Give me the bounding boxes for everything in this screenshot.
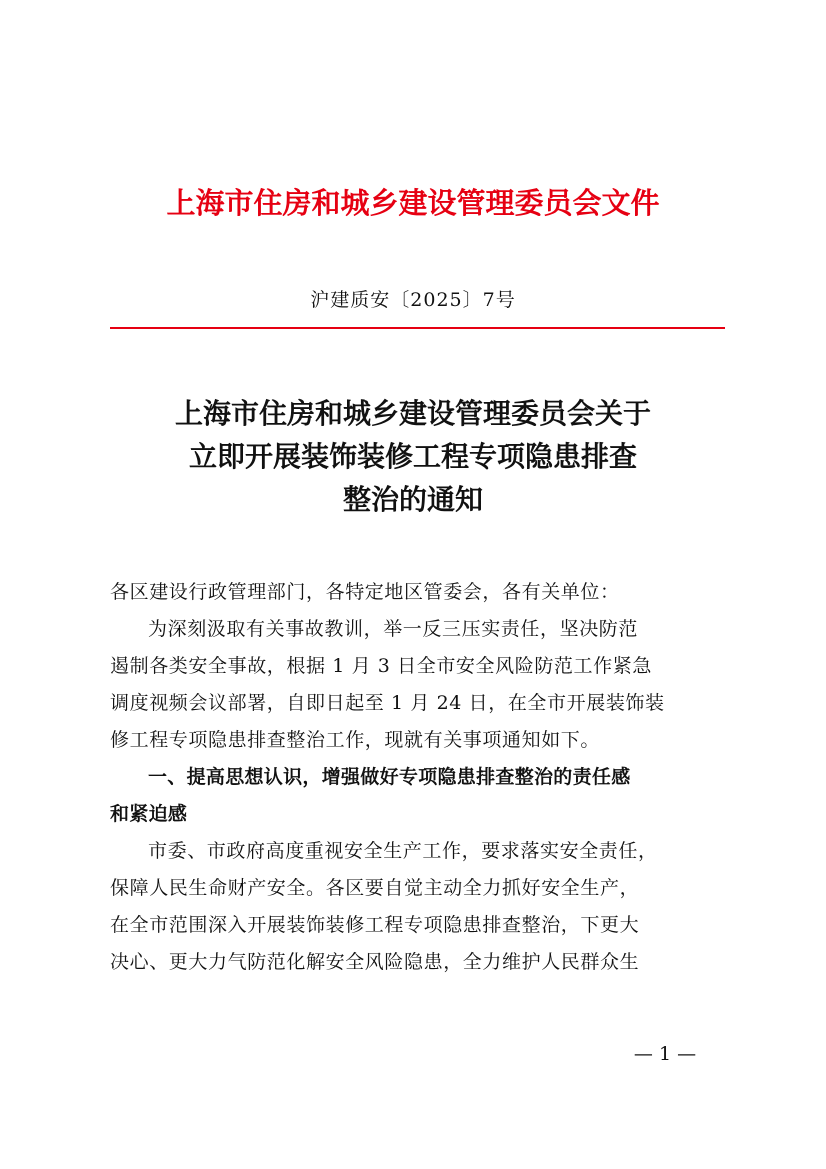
page-number: — 1 — — [633, 1043, 697, 1065]
paragraph-line: 修工程专项隐患排查整治工作，现就有关事项通知如下。 — [110, 729, 601, 751]
notice-title-line: 上海市住房和城乡建设管理委员会关于 — [174, 397, 651, 430]
paragraph-line: 在全市范围深入开展装饰装修工程专项隐患排查整治，下更大 — [110, 914, 640, 936]
section-heading: 一、提高思想认识，增强做好专项隐患排查整治的责任感 — [148, 766, 631, 788]
paragraph-line: 调度视频会议部署，自即日起至 1 月 24 日，在全市开展装饰装 — [110, 692, 665, 714]
document-body — [110, 574, 730, 981]
notice-title-line: 立即开展装饰装修工程专项隐患排查 — [188, 440, 637, 473]
paragraph-line: 遏制各类安全事故，根据 1 月 3 日全市安全风险防范工作紧急 — [110, 655, 652, 677]
addressee-line: 各区建设行政管理部门，各特定地区管委会，各有关单位： — [110, 581, 620, 603]
agency-header-title: 上海市住房和城乡建设管理委员会文件 — [166, 186, 660, 220]
paragraph-line: 为深刻汲取有关事故教训，举一反三压实责任，坚决防范 — [148, 618, 639, 640]
section-heading: 和紧迫感 — [110, 803, 188, 825]
document-number: 沪建质安〔2025〕7号 — [310, 289, 516, 311]
paragraph-line: 保障人民生命财产安全。各区要自觉主动全力抓好安全生产， — [110, 877, 640, 899]
paragraph-line: 决心、更大力气防范化解安全风险隐患，全力维护人民群众生 — [110, 951, 640, 973]
paragraph-line: 市委、市政府高度重视安全生产工作，要求落实安全责任， — [148, 840, 658, 862]
red-separator-line — [110, 327, 725, 329]
notice-title-line: 整治的通知 — [342, 483, 483, 516]
notice-title — [0, 392, 826, 521]
